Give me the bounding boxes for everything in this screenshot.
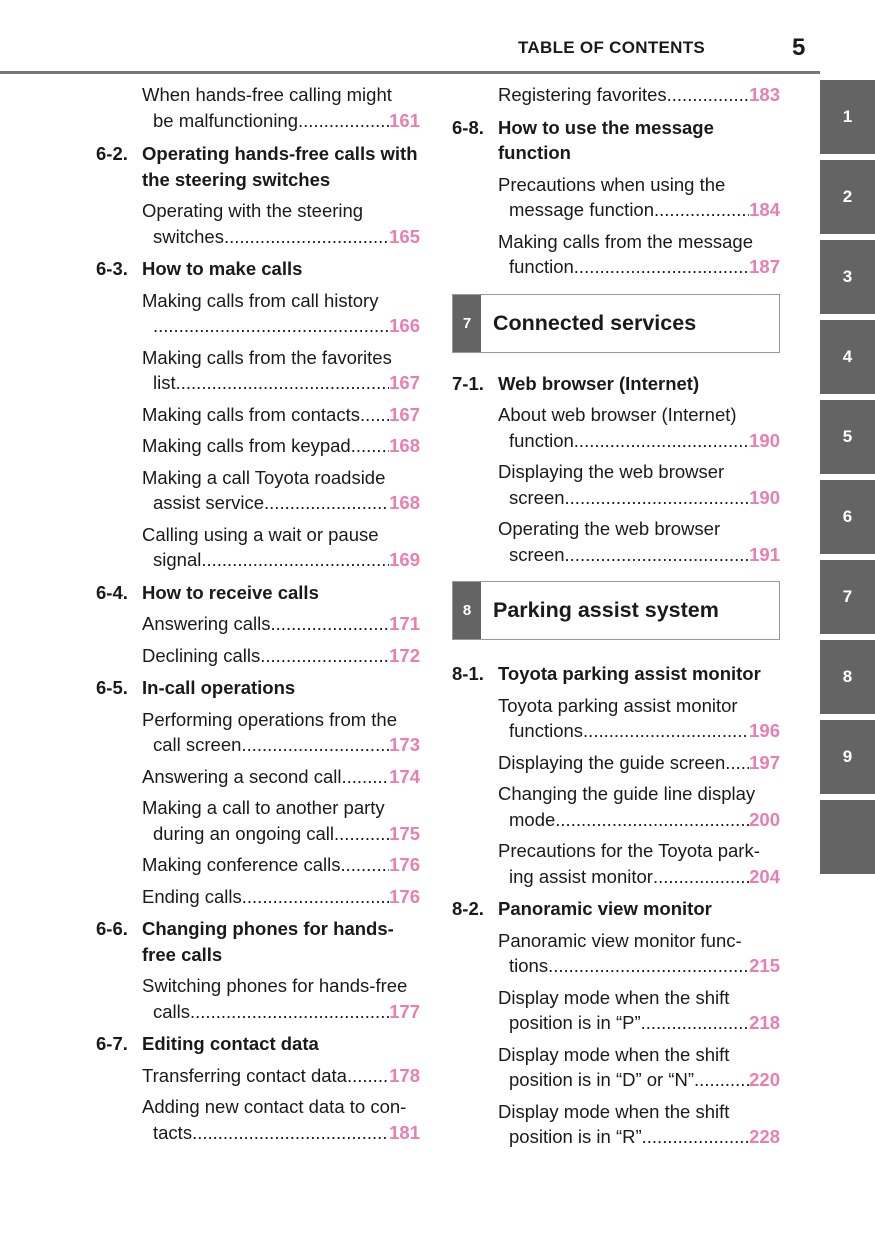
toc-entry[interactable]: Making a call to another party during an ongoing call ..... 175 (142, 795, 420, 846)
page-link[interactable]: 200 (749, 808, 780, 830)
toc-entry[interactable]: Answering a second call ..... 174 (142, 764, 420, 790)
page-link[interactable]: 172 (389, 644, 420, 666)
toc-entry[interactable]: Making a call Toyota roadside assist service ..... 168 (142, 465, 420, 516)
page-link[interactable]: 161 (389, 109, 420, 131)
page-link[interactable]: 171 (389, 613, 420, 634)
toc-entry[interactable]: Making calls from the message function ..... 187 (498, 229, 780, 280)
page-link[interactable]: 175 (389, 822, 420, 844)
page-link[interactable]: 190 (749, 486, 780, 508)
page-link[interactable]: 174 (389, 765, 420, 787)
toc-entry[interactable]: Changing the guide line display mode ..... 200 (498, 781, 780, 832)
page-link[interactable]: 178 (389, 1064, 420, 1086)
page-link[interactable]: 215 (749, 955, 780, 976)
chapter-tab-1[interactable]: 1 (820, 80, 875, 154)
page-link[interactable]: 191 (749, 543, 780, 565)
toc-entry[interactable]: Answering calls ..... 171 (142, 611, 420, 637)
chapter-tab-9[interactable]: 9 (820, 720, 875, 794)
toc-entry[interactable]: Performing operations from the call screen ..... 173 (142, 707, 420, 758)
toc-left-column (96, 82, 420, 1145)
page-link[interactable]: 168 (389, 435, 420, 456)
section-heading: 6-5. In-call operations (96, 677, 296, 698)
toc-entry[interactable]: Transferring contact data ..... 178 (142, 1063, 420, 1089)
chapter-tab-5[interactable]: 5 (820, 400, 875, 474)
chapter-tab-7[interactable]: 7 (820, 560, 875, 634)
page-link[interactable]: 166 (389, 315, 420, 336)
chapter-tabs (820, 80, 875, 880)
page-link[interactable]: 218 (749, 1012, 780, 1033)
toc-entry[interactable]: Making calls from call history ..... 166 (142, 288, 420, 339)
toc-entry[interactable]: Precautions for the Toyota park- ing assist monitor ..... 204 (498, 838, 780, 889)
toc-entry[interactable]: Panoramic view monitor func- tions ..... 215 (498, 928, 780, 979)
section-heading: 8-2. Panoramic view monitor (452, 898, 712, 919)
toc-entry[interactable]: Operating the web browser screen ..... 191 (498, 516, 780, 567)
page-link[interactable]: 187 (749, 256, 780, 277)
chapter-tab-6[interactable]: 6 (820, 480, 875, 554)
toc-entry[interactable]: Ending calls ..... 176 (142, 884, 420, 910)
page-link[interactable]: 176 (389, 854, 420, 875)
page-link[interactable]: 220 (749, 1069, 780, 1090)
toc-entry[interactable]: Calling using a wait or pause signal ..... 169 (142, 522, 420, 573)
section-heading: 8-1. Toyota parking assist monitor (452, 663, 761, 684)
page-link[interactable]: 167 (389, 372, 420, 393)
page-link[interactable]: 184 (749, 199, 780, 220)
toc-entry[interactable]: Switching phones for hands-free calls ..... 177 (142, 973, 420, 1024)
chapter-tab-10[interactable] (820, 800, 875, 874)
page-link[interactable]: 167 (389, 403, 420, 425)
chapter-heading: 8 Parking assist system (452, 581, 780, 640)
toc-entry[interactable]: Displaying the guide screen ..... 197 (498, 750, 780, 776)
chapter-tab-8[interactable]: 8 (820, 640, 875, 714)
chapter-tab-3[interactable]: 3 (820, 240, 875, 314)
page-link[interactable]: 181 (389, 1121, 420, 1143)
toc-entry[interactable]: About web browser (Internet) function ..... 190 (498, 402, 780, 453)
section-heading: 6-6. Changing phones for hands-free calls (96, 918, 394, 965)
section-heading: 6-4. How to receive calls (96, 581, 319, 603)
section-heading: 6-3. How to make calls (96, 258, 303, 279)
toc-entry[interactable]: Making conference calls ..... 176 (142, 852, 420, 878)
page-link[interactable]: 165 (389, 225, 420, 247)
toc-entry[interactable]: Displaying the web browser screen ..... 190 (498, 459, 780, 510)
page-link[interactable]: 177 (389, 1000, 420, 1022)
header-divider (0, 71, 820, 74)
chapter-heading: 7 Connected services (452, 294, 780, 353)
page-link[interactable]: 190 (749, 429, 780, 451)
toc-entry[interactable]: Making calls from the favorites list ..... 167 (142, 345, 420, 396)
toc-entry[interactable]: Declining calls ..... 172 (142, 643, 420, 669)
toc-entry[interactable]: Toyota parking assist monitor functions ..... 196 (498, 693, 780, 744)
page-link[interactable]: 183 (749, 84, 780, 105)
toc-entry[interactable]: Display mode when the shift position is in “R” ..... 228 (498, 1099, 780, 1150)
page-link[interactable]: 173 (389, 734, 420, 755)
toc-entry[interactable]: Display mode when the shift position is in “D” or “N” ..... 220 (498, 1042, 780, 1093)
page-number: 5 (792, 34, 806, 61)
page-link[interactable]: 168 (389, 492, 420, 513)
page-header-title: TABLE OF CONTENTS (518, 38, 706, 57)
page-link[interactable]: 176 (389, 885, 420, 907)
section-heading: 7-1. Web browser (Internet) (452, 372, 700, 394)
page-link[interactable]: 197 (749, 751, 780, 773)
page-link[interactable]: 228 (749, 1126, 780, 1147)
toc-entry[interactable]: Making calls from contacts ..... 167 (142, 402, 420, 428)
toc-entry[interactable]: Making calls from keypad ..... 168 (142, 433, 420, 459)
toc-entry[interactable]: Operating with the steering switches ..... 165 (142, 198, 420, 249)
toc-entry[interactable]: Adding new contact data to con- tacts ..... 181 (142, 1094, 420, 1145)
chapter-tab-4[interactable]: 4 (820, 320, 875, 394)
page-link[interactable]: 196 (749, 720, 780, 741)
page-link[interactable]: 204 (749, 865, 780, 887)
toc-entry[interactable]: Precautions when using the message function ..... 184 (498, 172, 780, 223)
chapter-tab-2[interactable]: 2 (820, 160, 875, 234)
section-heading: 6-2. Operating hands-free calls with the steering switches (96, 143, 418, 190)
page-link[interactable]: 169 (389, 549, 420, 570)
toc-entry[interactable]: When hands-free calling might be malfunctioning ..... 161 (142, 82, 420, 133)
toc-right-column (452, 82, 780, 1150)
toc-entry[interactable]: Registering favorites ..... 183 (498, 82, 780, 108)
section-heading: 6-8. How to use the message function (452, 116, 714, 163)
toc-entry[interactable]: Display mode when the shift position is in “P” ..... 218 (498, 985, 780, 1036)
section-heading: 6-7. Editing contact data (96, 1033, 319, 1054)
